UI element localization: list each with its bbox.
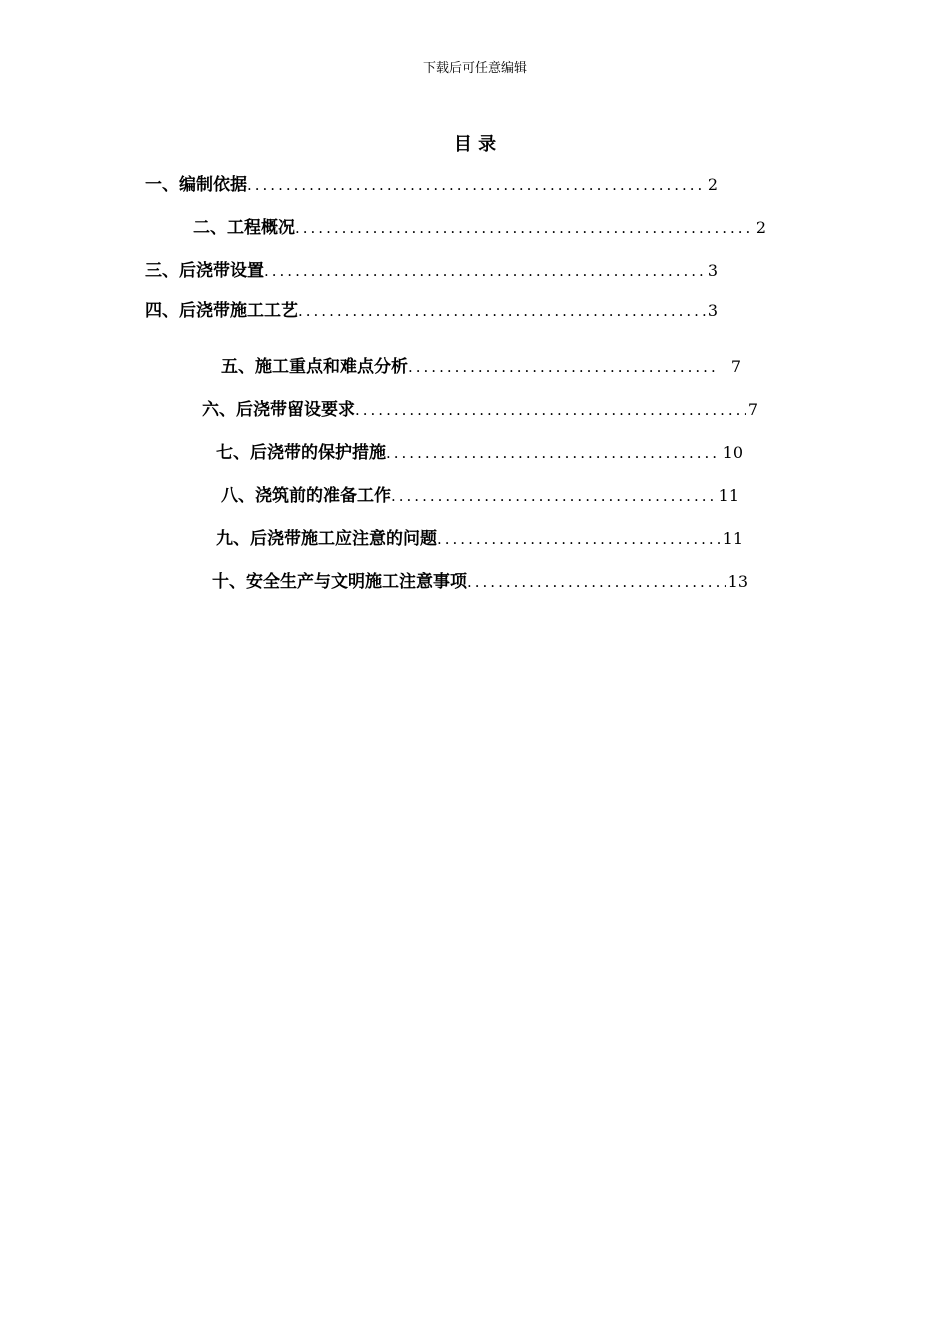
toc-entry-page: 7 [747, 400, 758, 419]
toc-dot-leader [247, 173, 706, 197]
toc-entry-page: 11 [718, 486, 739, 505]
toc-entry-label: 编制依据 [179, 175, 247, 195]
toc-entry-label: 施工重点和难点分析 [255, 357, 408, 377]
toc-dot-leader [467, 570, 726, 594]
toc-entry-number: 八、 [221, 486, 255, 506]
toc-dot-leader [408, 355, 717, 379]
toc-entry-label: 后浇带施工应注意的问题 [250, 529, 437, 549]
toc-entry-page: 2 [707, 175, 718, 194]
toc-entry-page: 2 [755, 218, 766, 237]
toc-entry[interactable] [202, 398, 758, 422]
toc-title: 目 录 [453, 134, 497, 155]
toc-entry-page: 10 [722, 443, 743, 462]
toc-entry-number: 六、 [202, 400, 236, 420]
toc-dot-leader [295, 216, 754, 240]
toc-entry-page: 7 [730, 357, 741, 376]
toc-entry-label: 安全生产与文明施工注意事项 [246, 572, 467, 592]
toc-entry[interactable] [212, 570, 748, 594]
toc-entry-page: 11 [722, 529, 743, 548]
toc-entry[interactable] [193, 216, 766, 240]
toc-entry-label: 工程概况 [227, 218, 295, 238]
toc-entry-number: 二、 [193, 218, 227, 238]
toc-entry-label: 后浇带设置 [179, 261, 264, 281]
toc-entry-page: 13 [727, 572, 748, 591]
toc-entry-label: 后浇带施工工艺 [179, 301, 298, 321]
toc-entry-number: 三、 [145, 261, 179, 281]
toc-entry[interactable] [145, 173, 718, 197]
toc-dot-leader [437, 527, 721, 551]
toc-entry-number: 五、 [221, 357, 255, 377]
toc-entry-number: 七、 [216, 443, 250, 463]
toc-dot-leader [386, 441, 721, 465]
toc-entry-number: 十、 [212, 572, 246, 592]
toc-entry-page: 3 [707, 261, 718, 280]
toc-entry-page: 3 [707, 301, 718, 320]
toc-dot-leader [391, 484, 717, 508]
toc-entry[interactable] [216, 527, 743, 551]
toc-entry[interactable] [221, 355, 741, 379]
toc-entry-label: 浇筑前的准备工作 [255, 486, 391, 506]
toc-entry-label: 后浇带留设要求 [236, 400, 355, 420]
toc-entry-number: 四、 [145, 301, 179, 321]
toc-entry-label: 后浇带的保护措施 [250, 443, 386, 463]
toc-entry-number: 九、 [216, 529, 250, 549]
toc-entry[interactable] [221, 484, 739, 508]
toc-dot-leader [298, 299, 706, 323]
toc-entry-number: 一、 [145, 175, 179, 195]
toc-entry[interactable] [145, 259, 718, 283]
header-note: 下载后可任意编辑 [422, 61, 527, 76]
toc-entry[interactable] [216, 441, 743, 465]
toc-dot-leader [264, 259, 706, 283]
toc-dot-leader [355, 398, 746, 422]
toc-entry[interactable] [145, 299, 718, 323]
